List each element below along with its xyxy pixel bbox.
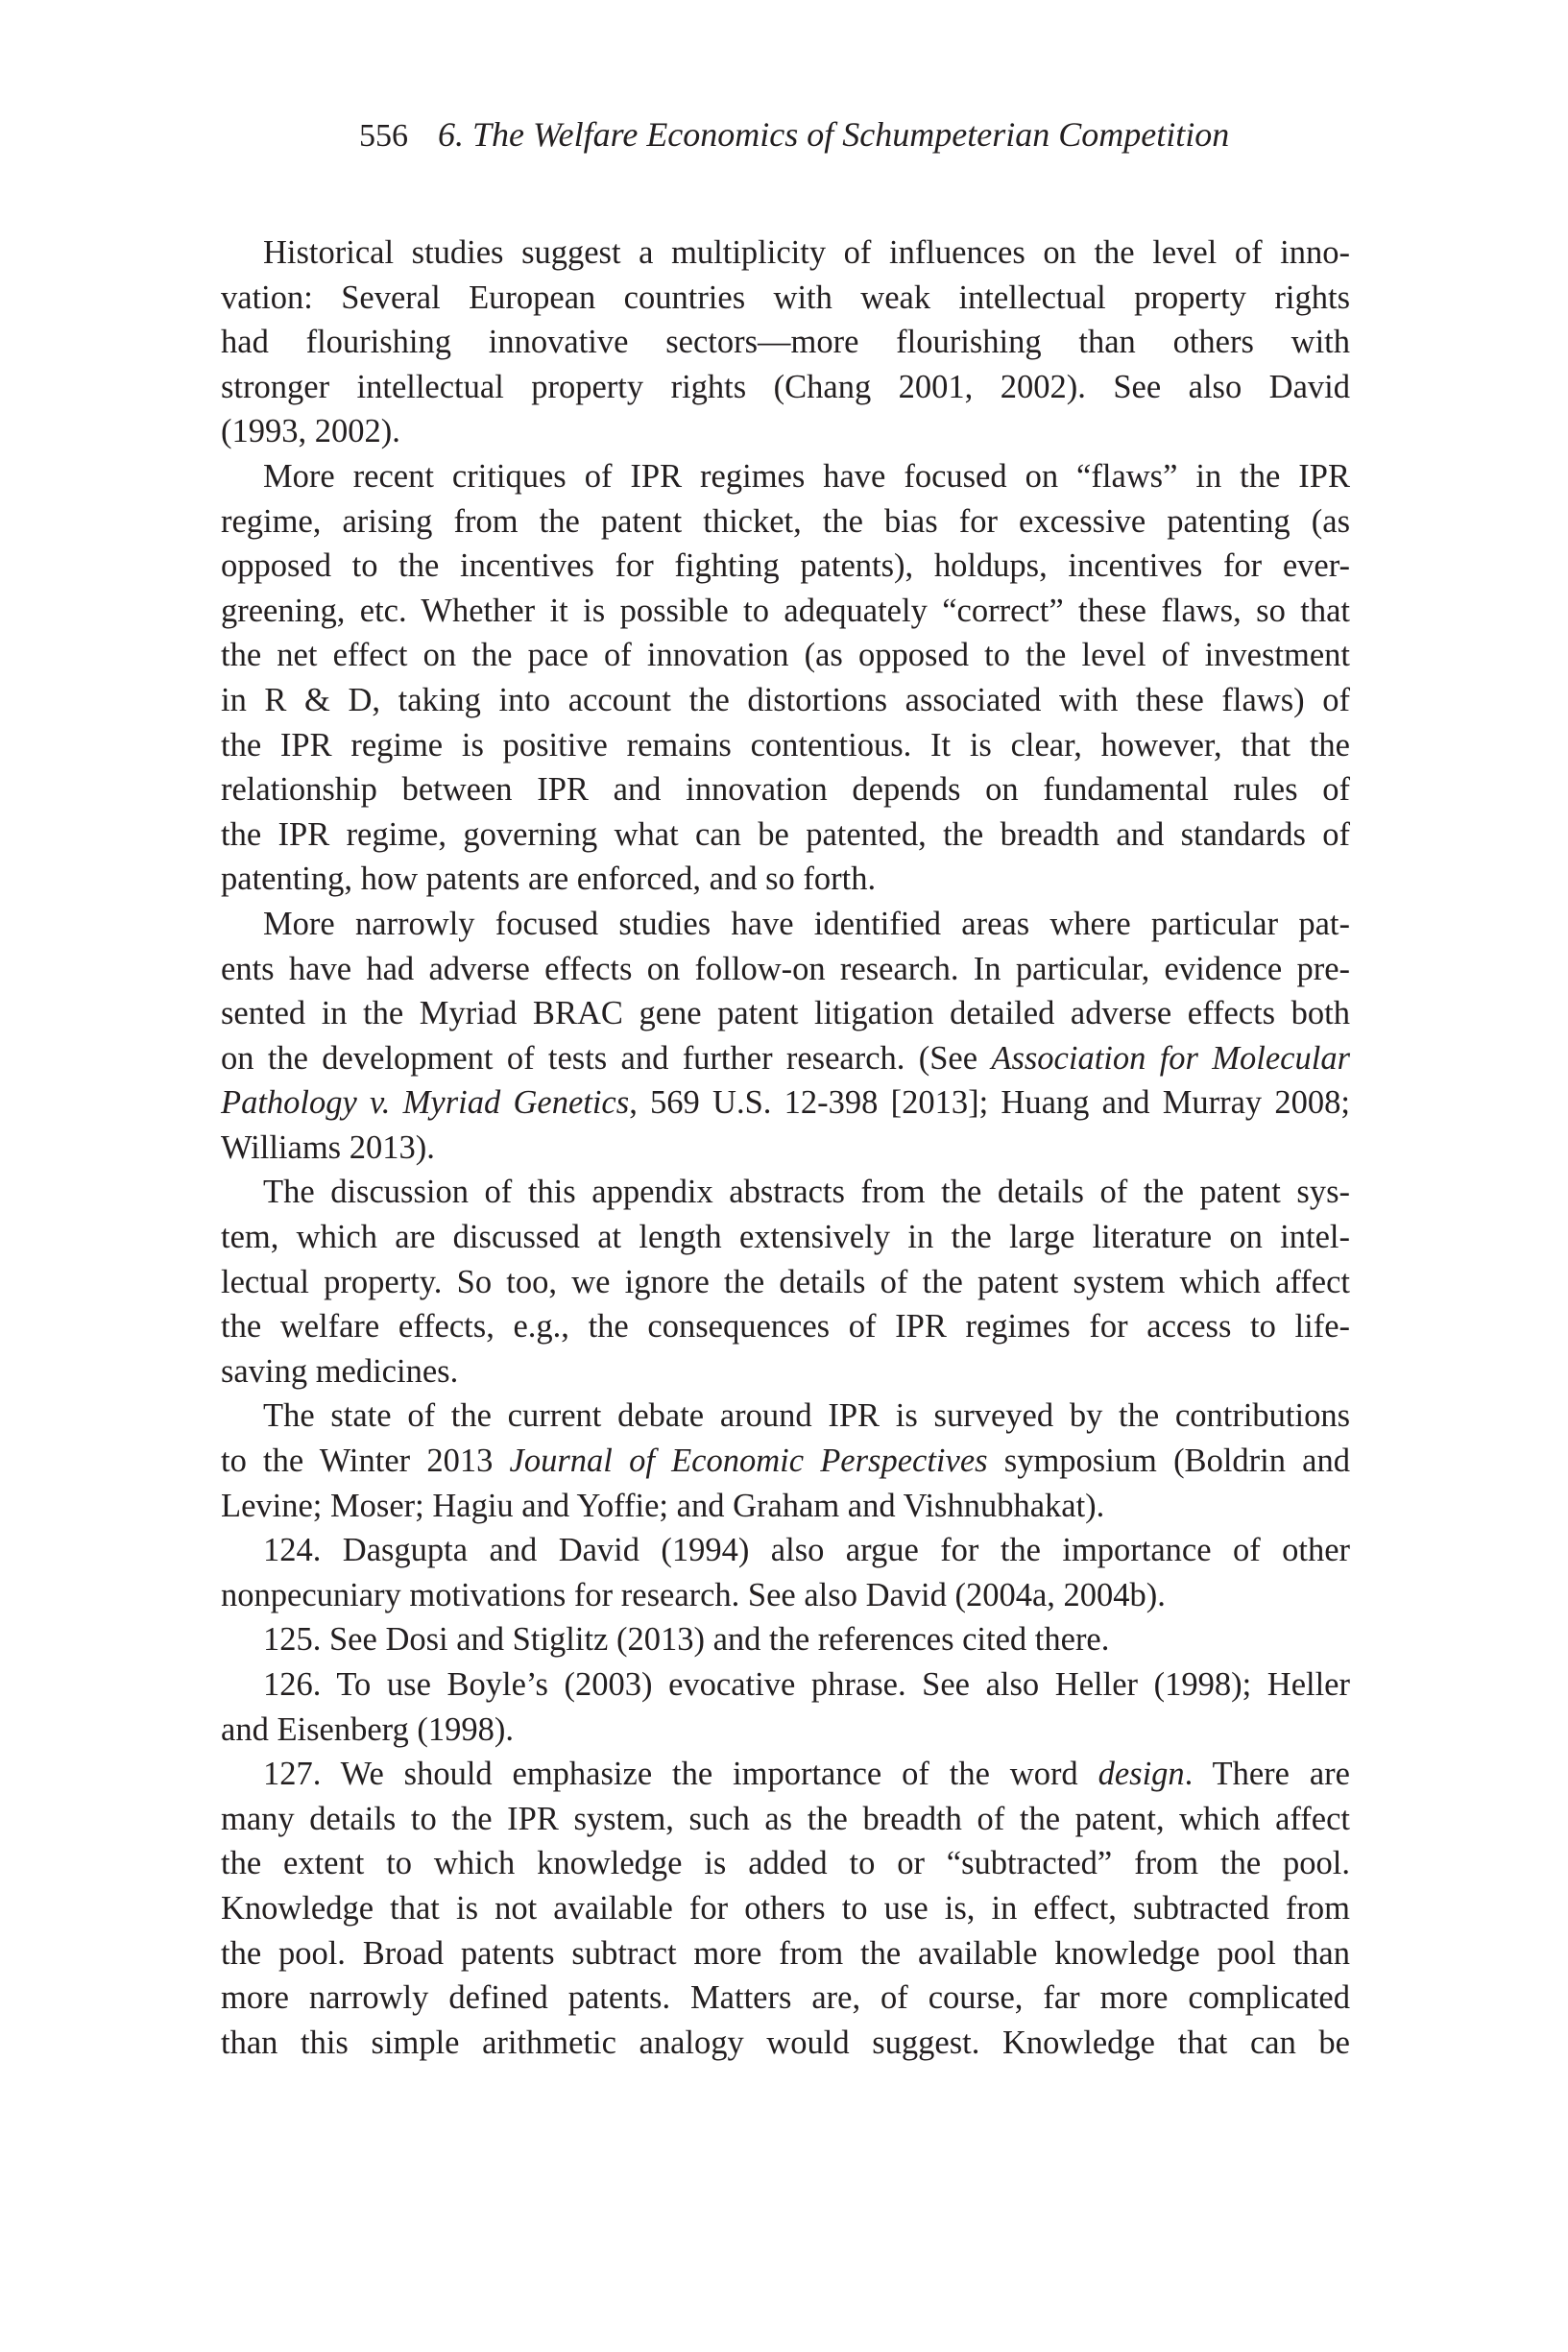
text-line: stronger intellectual property rights (Chang 2001, 2002). See also David	[221, 368, 1350, 405]
text-line: Historical studies suggest a multiplicity of influences on the level of inno-	[263, 234, 1350, 271]
text-segment: on the development of tests and further research. (See	[221, 1039, 992, 1077]
paragraph	[221, 230, 1350, 454]
italic-title: design	[1098, 1756, 1185, 1793]
text-line: more narrowly defined patents. Matters are, of course, far more complicated	[221, 1979, 1350, 2017]
text-line: and Eisenberg (1998).	[221, 1710, 514, 1748]
text-line: many details to the IPR system, such as the breadth of the patent, which affect	[221, 1800, 1350, 1837]
text-line: opposed to the incentives for fighting patents), holdups, incentives for ever-	[221, 547, 1350, 585]
text-segment: symposium (Boldrin and	[987, 1443, 1350, 1480]
running-head	[359, 113, 1319, 158]
text-line: 124. Dasgupta and David (1994) also argue for the importance of other	[263, 1532, 1350, 1569]
text-line: 125. See Dosi and Stiglitz (2013) and the references cited there.	[263, 1621, 1110, 1659]
text-segment: 127. We should emphasize the importance of the word	[263, 1756, 1098, 1793]
text-segment: . There are	[1184, 1756, 1350, 1793]
text-line	[221, 1036, 1350, 1081]
text-line	[221, 1080, 1350, 1126]
text-line: (1993, 2002).	[221, 413, 400, 450]
text-line	[221, 1752, 1350, 1797]
text-line: had flourishing innovative sectors—more flourishing than others with	[221, 324, 1350, 361]
text-line: The state of the current debate around IPR is surveyed by the contributions	[263, 1397, 1350, 1435]
text-line: the IPR regime, governing what can be patented, the breadth and standards of	[221, 815, 1350, 853]
text-segment: , 569 U.S. 12-398 [2013]; Huang and Murray 2008;	[629, 1084, 1351, 1122]
text-line: vation: Several European countries with weak intellectual property rights	[221, 279, 1350, 316]
text-line: More recent critiques of IPR regimes have focused on “flaws” in the IPR	[263, 457, 1350, 495]
text-line: in R & D, taking into account the distortions associated with these flaws) of	[221, 681, 1350, 718]
text-line: Knowledge that is not available for others to use is, in effect, subtracted from	[221, 1889, 1350, 1927]
text-line: the extent to which knowledge is added to or “subtracted” from the pool.	[221, 1845, 1350, 1882]
text-line: relationship between IPR and innovation depends on fundamental rules of	[221, 771, 1350, 809]
notes-text-block	[221, 230, 1350, 2065]
text-line: tem, which are discussed at length extensively in the large literature on intel-	[221, 1219, 1350, 1256]
italic-title: Pathology v. Myriad Genetics	[221, 1084, 630, 1122]
endnote-125	[221, 1617, 1350, 1662]
italic-title: Association for Molecular	[991, 1039, 1350, 1077]
text-line: 126. To use Boyle’s (2003) evocative phrase. See also Heller (1998); Heller	[263, 1666, 1350, 1703]
text-line: saving medicines.	[221, 1352, 459, 1390]
chapter-title: 6. The Welfare Economics of Schumpeterian Competition	[438, 115, 1230, 154]
text-line: the IPR regime is positive remains contentious. It is clear, however, that the	[221, 726, 1350, 764]
text-line: More narrowly focused studies have identified areas where particular pat-	[263, 905, 1350, 942]
text-line: The discussion of this appendix abstracts from the details of the patent sys-	[263, 1174, 1350, 1211]
paragraph	[221, 1394, 1350, 1528]
endnote-126	[221, 1662, 1350, 1752]
text-segment: to the Winter 2013	[221, 1443, 510, 1480]
text-line: lectual property. So too, we ignore the details of the patent system which affect	[221, 1263, 1350, 1300]
text-line: the pool. Broad patents subtract more from the available knowledge pool than	[221, 1934, 1350, 1972]
text-line: greening, etc. Whether it is possible to adequately “correct” these flaws, so that	[221, 592, 1350, 629]
endnote-127	[221, 1752, 1350, 2065]
text-line: the net effect on the pace of innovation (as opposed to the level of investment	[221, 637, 1350, 674]
text-line: Levine; Moser; Hagiu and Yoffie; and Graham and Vishnubhakat).	[221, 1487, 1105, 1524]
text-line: Williams 2013).	[221, 1128, 435, 1166]
text-line: sented in the Myriad BRAC gene patent litigation detailed adverse effects both	[221, 995, 1350, 1032]
endnote-124	[221, 1528, 1350, 1617]
page-number: 556	[359, 118, 408, 154]
text-line: patenting, how patents are enforced, and so forth.	[221, 861, 877, 898]
paragraph	[221, 902, 1350, 1171]
text-line: nonpecuniary motivations for research. See also David (2004a, 2004b).	[221, 1576, 1166, 1613]
paragraph	[221, 454, 1350, 902]
text-line: regime, arising from the patent thicket, the bias for excessive patenting (as	[221, 502, 1350, 540]
text-line: than this simple arithmetic analogy would suggest. Knowledge that can be	[221, 2024, 1350, 2061]
text-line: the welfare effects, e.g., the consequences of IPR regimes for access to life-	[221, 1308, 1350, 1346]
paragraph	[221, 1170, 1350, 1394]
text-line	[221, 1439, 1350, 1484]
italic-title: Journal of Economic Perspectives	[509, 1443, 988, 1480]
text-line: ents have had adverse effects on follow-on research. In particular, evidence pre-	[221, 950, 1350, 987]
